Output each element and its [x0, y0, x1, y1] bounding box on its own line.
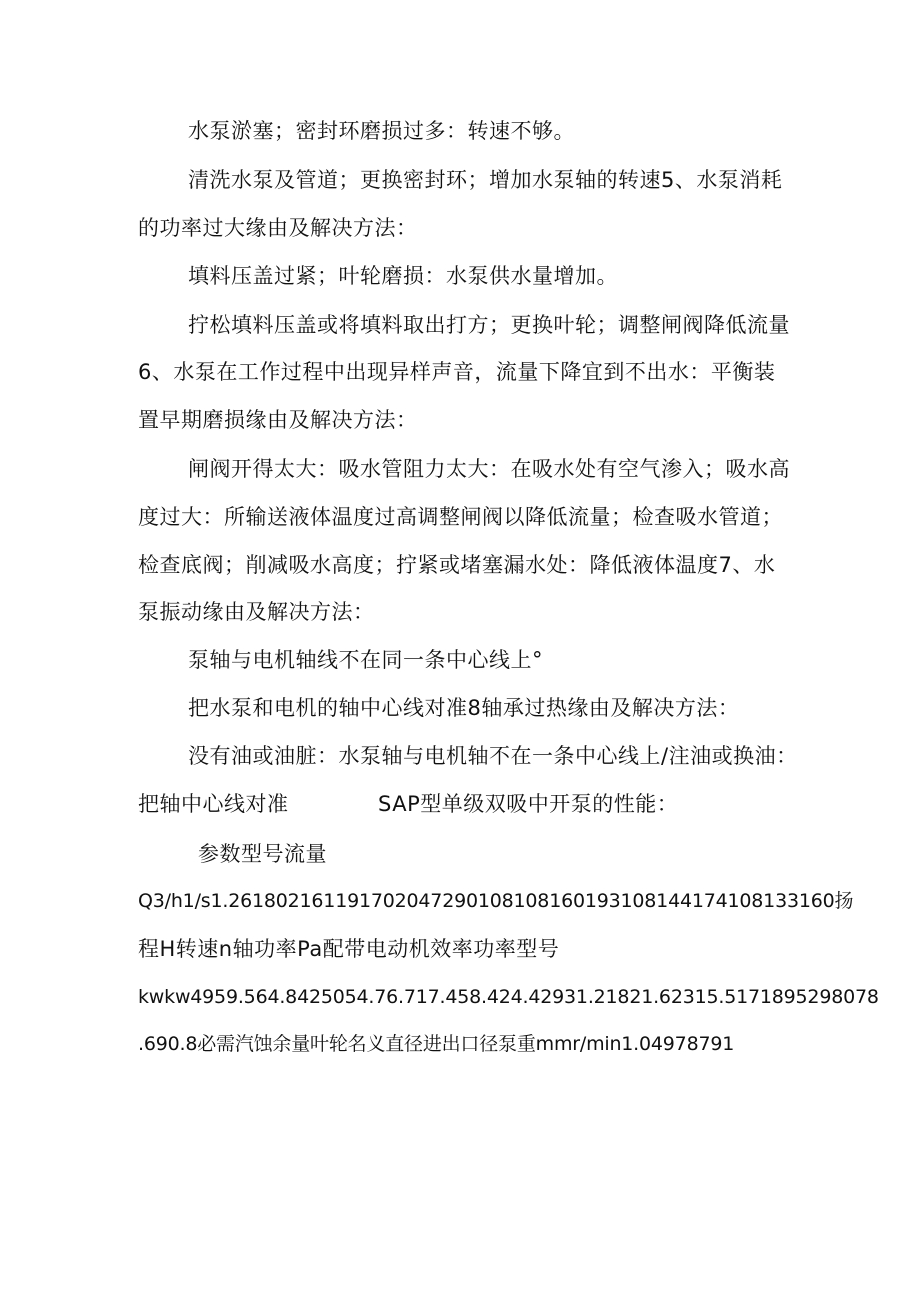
text-line-18: Q3/h1/s1.261802161191702047290108108160193108144174108133160扬	[138, 890, 854, 912]
text-line-19: 程H转速n轴功率Pa配带电动机效率功率型号	[138, 937, 560, 961]
text-line-12: 泵轴与电机轴线不在同一条中心线上°	[188, 648, 543, 672]
text-line-5: 拧松填料压盖或将填料取出打方；更换叶轮；调整闸阀降低流量	[188, 313, 790, 337]
text-line-4: 填料压盖过紧；叶轮磨损：水泵供水量增加。	[188, 264, 618, 288]
text-line-9: 度过大：所输送液体温度过高调整闸阀以降低流量；检查吸水管道；	[138, 505, 783, 529]
text-line-6: 6、水泵在工作过程中出现异样声音，流量下降宜到不出水：平衡装	[138, 360, 776, 384]
text-line-10: 检查底阀；削减吸水高度；拧紧或堵塞漏水处：降低液体温度7、水	[138, 553, 776, 577]
text-line-3: 的功率过大缘由及解决方法：	[138, 216, 418, 240]
text-line-15: 把轴中心线对准	[138, 792, 289, 816]
text-line-1: 水泵淤塞；密封环磨损过多：转速不够。	[188, 119, 575, 143]
text-line-14: 没有油或油脏：水泵轴与电机轴不在一条中心线上/注油或换油：	[188, 744, 798, 768]
text-line-8: 闸阀开得太大：吸水管阻力太大：在吸水处有空气渗入；吸水高	[188, 457, 790, 481]
text-line-20: kwkw4959.564.8425054.76.717.458.424.42931.21821.62315.5171895298078	[138, 986, 879, 1008]
text-line-16: SAP型单级双吸中开泵的性能：	[378, 792, 679, 816]
text-line-2: 清洗水泵及管道；更换密封环；增加水泵轴的转速5、水泵消耗	[188, 168, 783, 192]
text-line-13: 把水泵和电机的轴中心线对准8轴承过热缘由及解决方法：	[188, 696, 740, 720]
text-line-7: 置早期磨损缘由及解决方法：	[138, 408, 418, 432]
text-line-21: .690.8必需汽蚀余量叶轮名义直径进出口径泵重mmr/min1.04978791	[138, 1033, 735, 1055]
text-line-17: 参数型号流量	[198, 842, 327, 866]
text-line-11: 泵振动缘由及解决方法：	[138, 600, 375, 624]
